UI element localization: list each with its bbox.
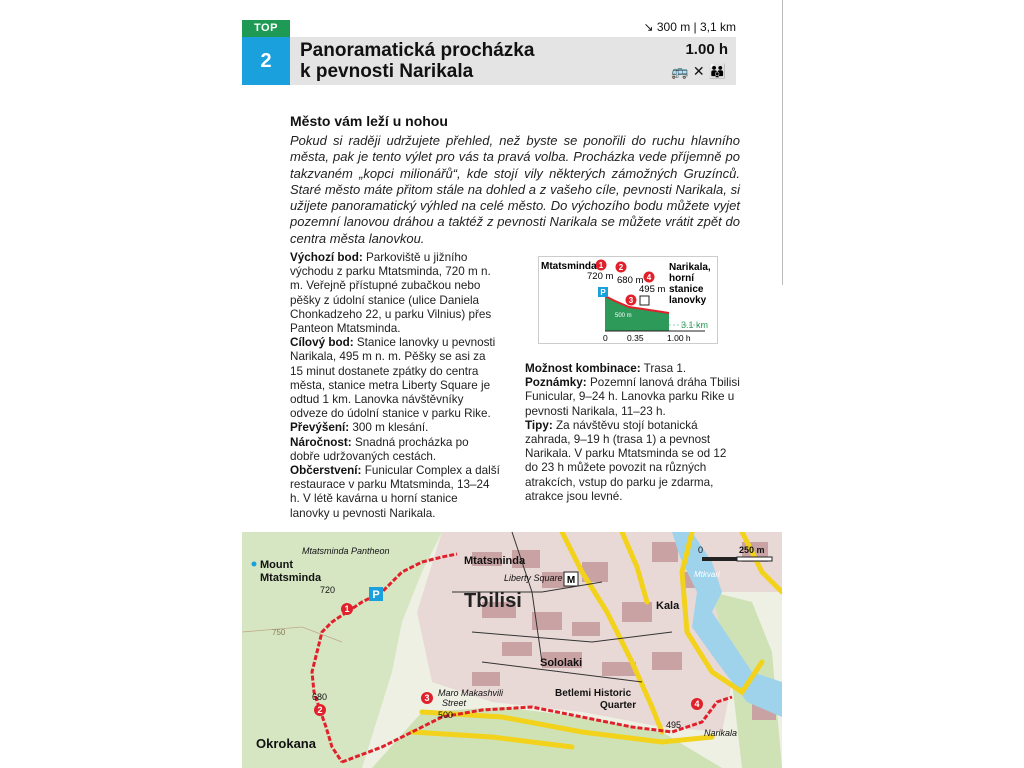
map-scale-250: 250 m [739,545,765,555]
profile-point-2-label: 2 [618,263,624,272]
map-sololaki-label: Sololaki [540,657,583,669]
map-alt-495: 495 [666,720,682,730]
map-betlemi-label-1: Betlemi Historic [555,688,632,699]
info-refreshment: Občerstvení: Funicular Complex a další restaurace v parku Mtatsminda, 13–24 h. V létě kavárna u horní stanice lanovky u pevnosti Narikala. [290,464,500,520]
map-mount-label-2: Mtatsminda [260,572,322,584]
profile-start-alt: 720 m [587,271,614,282]
info-elevation: Převýšení: 300 m klesání. [290,421,429,435]
map-scale-bar-light [737,557,772,561]
map-point-3-label: 3 [424,693,430,703]
info-column-right [525,362,740,504]
restaurant-icon: ✕ [692,63,709,79]
map-point-2-label: 2 [317,705,323,715]
map-kala-label: Kala [656,600,680,612]
amenity-icons [671,63,730,80]
map-city-label: Tbilisi [464,590,522,612]
profile-tick-1: 0.35 [627,333,644,343]
map-betlemi-label-2: Quarter [600,700,637,711]
map-river-label: Mtkvari [694,570,720,579]
map-street-label-2: Street [442,698,467,708]
route-map [242,532,782,768]
map-mount-label-1: Mount [260,559,293,571]
route-header-bar [290,37,736,85]
elevation-profile [538,256,718,344]
intro-text: Pokud si raději udržujete přehled, než byste se ponořili do ruchu hlavního města, pak je tento výlet pro vás ta pravá volba. Procházka vede příjemně po takzvaném „kopci milionářů“, kde stojí vily některých zámožných Gruzínců. Staré město máte přitom stále na dohled a z vašeho cíle, pevnosti Narikala, si užijete panoramatický výhled na celé město. Do výchozího bodu můžete vyjet pozemní lanovou dráhou a taktéž z pevnosti Narikala se můžete vrátit zpět do centra města lanovkou. [290,133,740,246]
map-alt-500: 500 [438,710,454,720]
distance-info: ↘ 300 m | 3,1 km [643,20,736,34]
map-narikala-label: Narikala [704,728,738,738]
info-notes: Poznámky: Pozemní lanová dráha Tbilisi Funicular, 9–24 h. Lanovka parku Rike u pevnosti Narikala, 11–23 h. [525,376,740,418]
profile-end-label-2: horní [669,273,694,284]
map-okrokana-label: Okrokana [256,736,316,751]
info-column-left [290,251,500,521]
profile-tick-0: 0 [603,333,608,343]
map-pantheon-label: Mtatsminda Pantheon [302,546,390,556]
route-number-badge: 2 [242,37,290,85]
map-alt-680: 680 [312,692,328,702]
map-parking-label: P [372,589,380,601]
info-combination: Možnost kombinace: Trasa 1. [525,362,687,375]
bus-icon: 🚌 [671,63,693,79]
route-map-svg [242,532,782,768]
profile-parking-label: P [600,288,606,297]
profile-end-alt: 495 m [639,284,666,295]
map-mount-alt: 720 [320,585,336,595]
route-title-line2: k pevnosti Narikala [300,61,474,82]
route-title [300,40,630,82]
profile-point-1-label: 1 [598,261,604,270]
family-icon: 👪 [708,63,730,79]
intro-title: Město vám leží u nohou [290,113,448,129]
profile-base-alt: 500 m [615,313,632,319]
route-title-line1: Panoramatická procházka [300,40,535,61]
profile-point-4-label: 4 [646,273,652,282]
map-point-1-label: 1 [344,604,350,614]
profile-point-3-label: 3 [628,296,634,305]
map-metro-label: M [566,575,576,586]
map-street-label-1: Maro Makashvili [438,688,504,698]
map-alt-750: 750 [272,628,286,637]
info-difficulty: Náročnost: Snadná procházka po dobře udržovaných cestách. [290,435,469,463]
profile-start-label: Mtatsminda [541,261,597,272]
map-liberty-label: Liberty Square [504,573,563,583]
map-summit-icon [252,562,257,567]
info-tips: Tipy: Za návštěvu stojí botanická zahrada, 9–19 h (trasa 1) a pevnost Narikala. V parku Mtatsminda se od 12 do 23 h můžete povozit na různých atrakcích, vstup do parku je zdarma, atrakce jsou levné. [525,418,727,503]
map-scale-0: 0 [698,545,704,555]
info-end: Cílový bod: Stanice lanovky u pevnosti Narikala, 495 m n. m. Pěšky se asi za 15 minut dostanete zpátky do centra města, stanice metra Liberty Square je odtud 1 km. Lanovka návštěvníky odveze do údolní stanice v parku Rike. [290,336,496,421]
info-start: Výchozí bod: Parkoviště u jižního východu z parku Mtatsminda, 720 m n. m. Veřejně přístupné zubačkou nebo pěšky z údolní stanice (ulice Daniela Chonkadzeho 22, u parku Vilnius) přes Panteon Mtatsminda. [290,251,492,336]
profile-end-label-4: lanovky [669,295,707,306]
map-district-mtatsminda: Mtatsminda [464,555,526,567]
top-badge: TOP [242,20,290,37]
profile-mid-alt: 680 m [617,275,644,286]
map-point-4-label: 4 [694,699,700,709]
profile-total-distance: 3.1 km [681,320,709,330]
elevation-profile-svg [539,257,717,343]
page-edge [782,0,783,285]
profile-end-label-1: Narikala, [669,262,711,273]
route-duration: 1.00 h [685,41,728,58]
map-scale-bar [702,557,737,561]
profile-end-label-3: stanice [669,284,704,295]
profile-tick-2: 1.00 h [667,333,691,343]
profile-cablecar-icon [640,296,649,305]
